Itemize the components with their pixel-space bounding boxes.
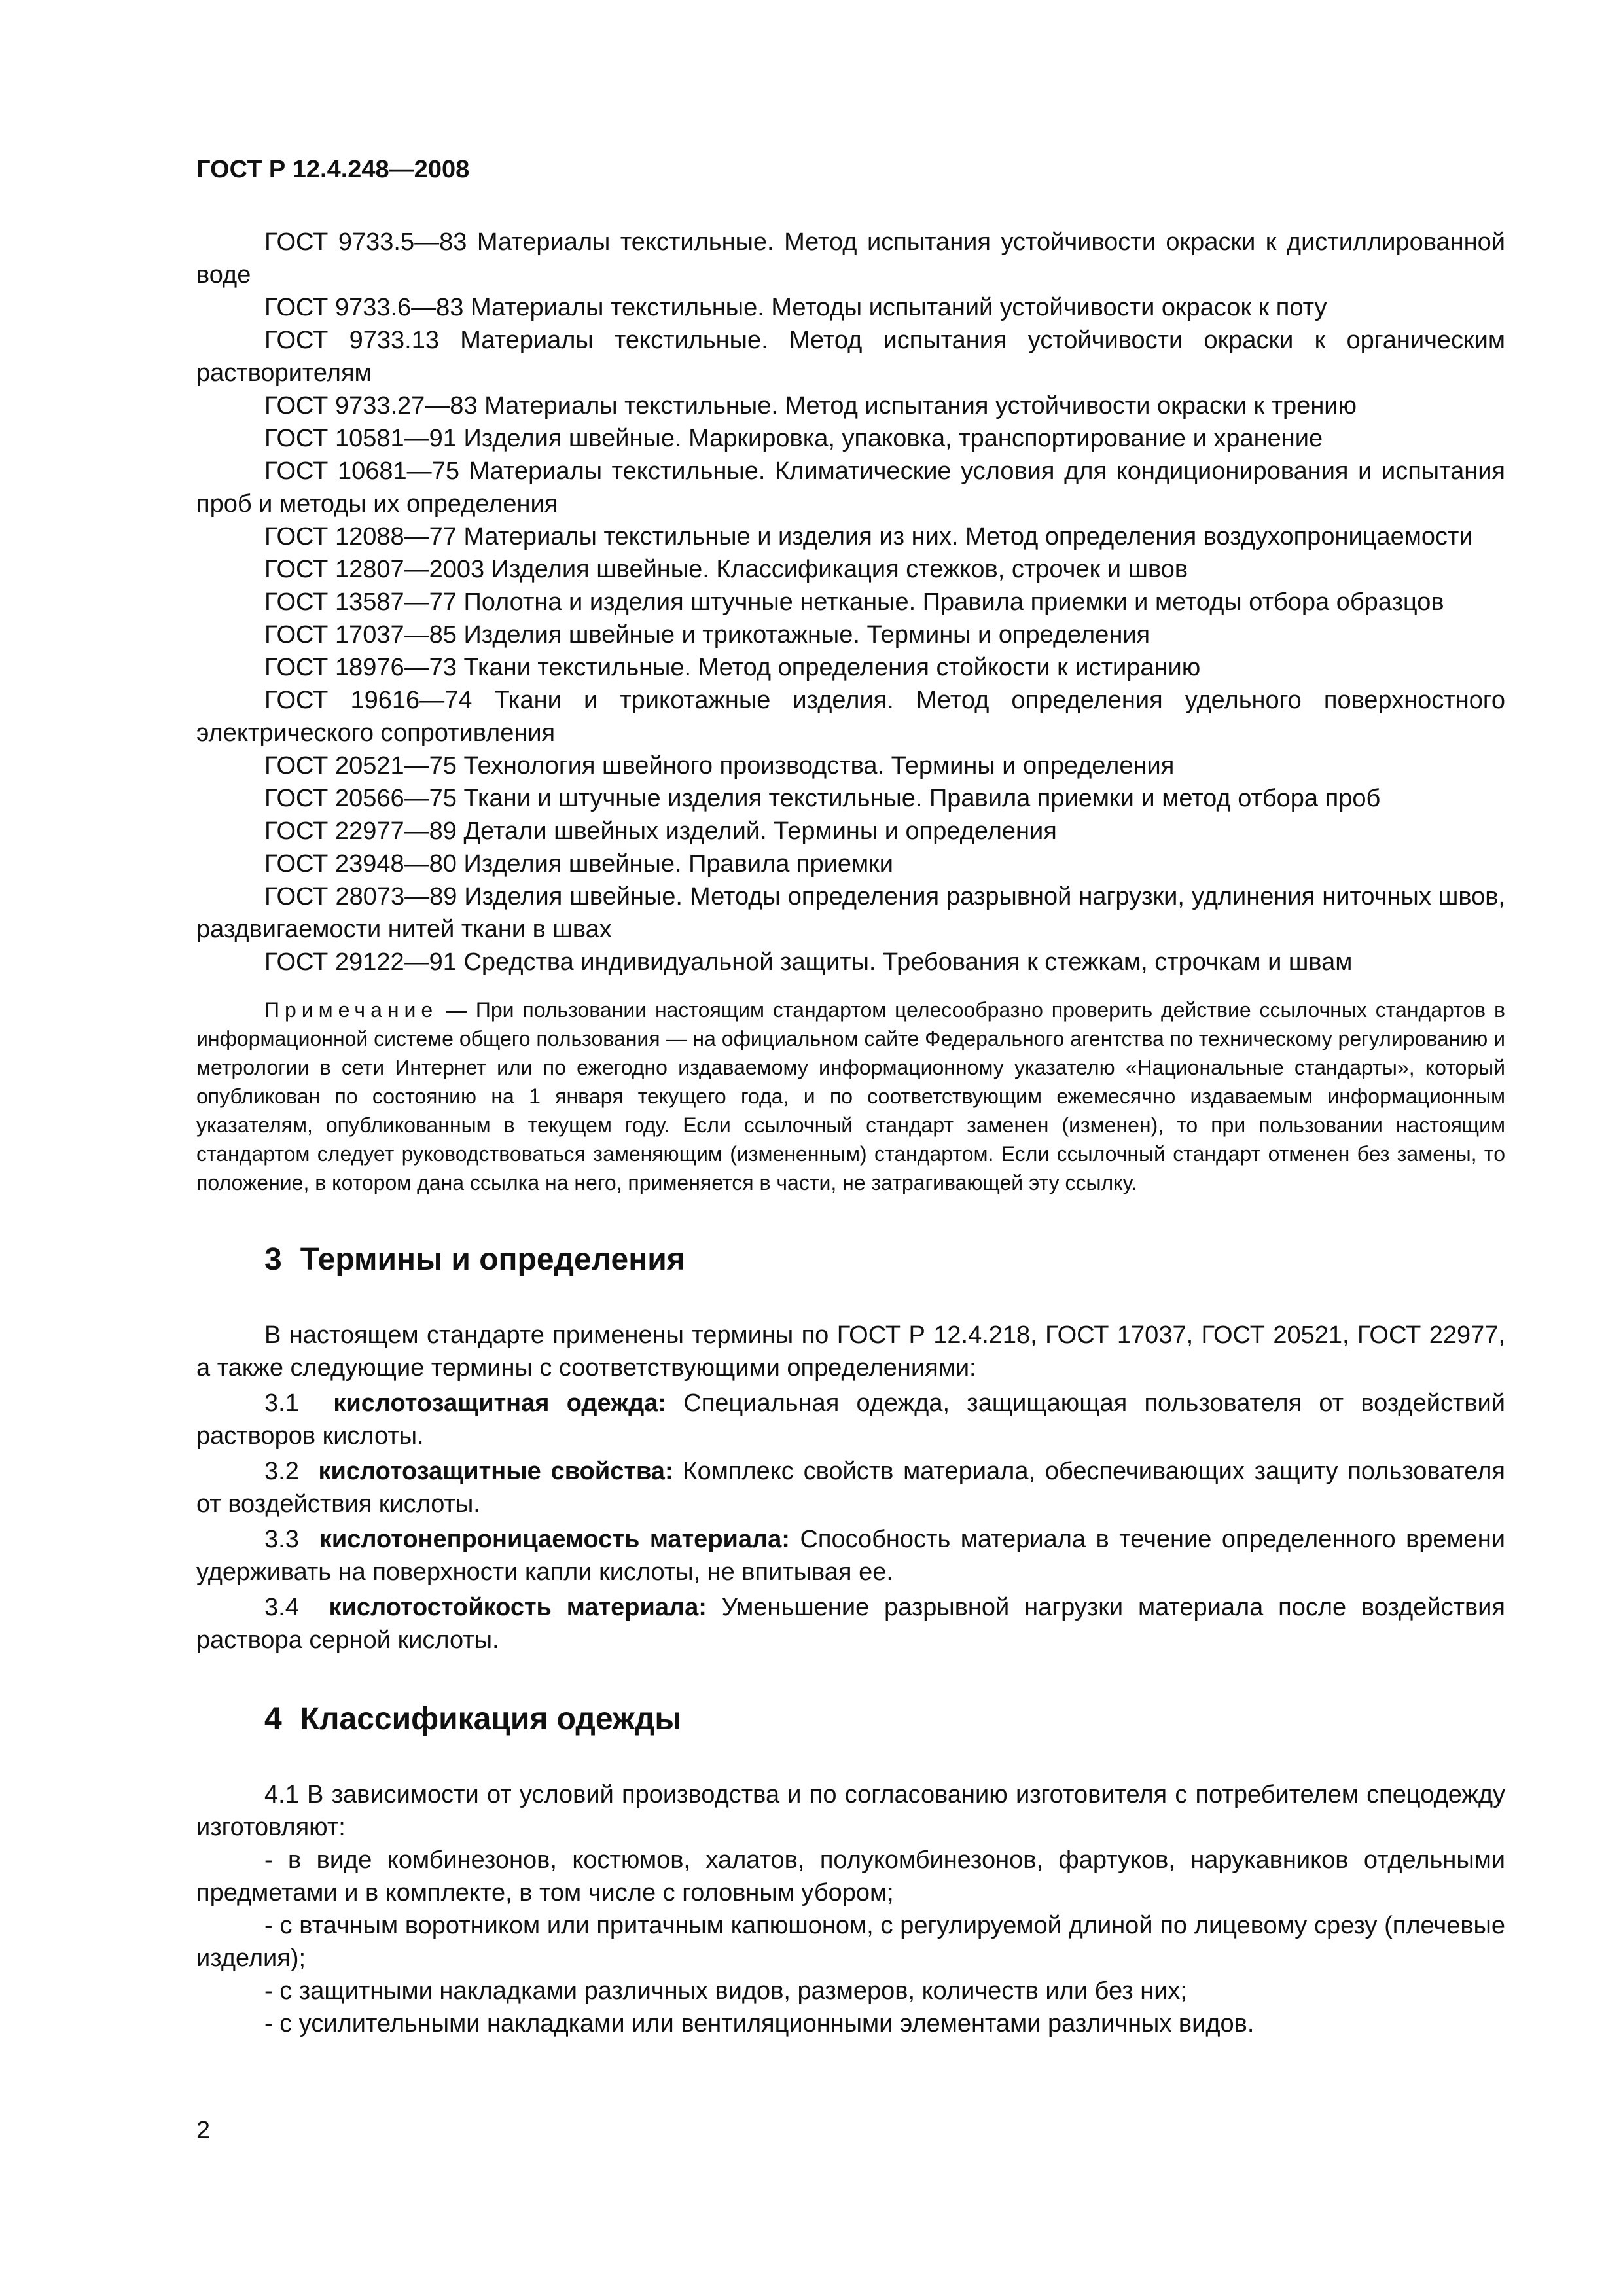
list-item: - с втачным воротником или притачным капюшоном, с регулируемой длиной по лицевому срезу (плечевые изделия); [196,1912,1505,1972]
reference-item: ГОСТ 20521—75 Технология швейного производства. Термины и определения [264,752,1175,780]
reference-item: ГОСТ 20566—75 Ткани и штучные изделия текстильные. Правила приемки и метод отбора проб [264,785,1381,812]
term-definition [196,1523,1505,1588]
reference-item: ГОСТ 22977—89 Детали швейных изделий. Термины и определения [264,817,1057,845]
term-name: кислотозащитная одежда: [333,1390,667,1417]
reference-item: ГОСТ 12807—2003 Изделия швейные. Классификация стежков, строчек и швов [264,556,1188,583]
term-number: 3.3 [264,1526,299,1553]
reference-item: ГОСТ 10581—91 Изделия швейные. Маркировка, упаковка, транспортирование и хранение [264,425,1323,452]
term-text: Комплекс свойств материала, обеспечивающих защиту пользователя от воздействия кислоты. [196,1458,1505,1518]
reference-item: ГОСТ 9733.5—83 Материалы текстильные. Метод испытания устойчивости окраски к дистиллированной воде [196,228,1505,289]
list-item: - с усилительными накладками или вентиляционными элементами различных видов. [264,2010,1255,2037]
reference-item: ГОСТ 13587—77 Полотна и изделия штучные нетканые. Правила приемки и методы отбора образцов [264,588,1444,616]
term-definition [196,1455,1505,1520]
reference-item: ГОСТ 10681—75 Материалы текстильные. Климатические условия для кондиционирования и испытания проб и методы их определения [196,457,1505,518]
note-text: — При пользовании настоящим стандартом целесообразно проверить действие ссылочных стандартов в информационной системе общего пользования — на официальном сайте Федерального агентства по техническому регулированию и метрологии в сети Интернет или по ежегодно издаваемому информационному указателю «Национальные стандарты», который опубликован по состоянию на 1 января текущего года, и по соответствующим ежемесячно издаваемым информационным указателям, опубликованным в текущем году. Если ссылочный стандарт заменен (изменен), то при пользовании настоящим стандартом следует руководствоваться заменяющим (измененным) стандартом. Если ссылочный стандарт отменен без замены, то положение, в котором дана ссылка на него, применяется в части, не затрагивающей эту ссылку. [196,998,1505,1194]
reference-item: ГОСТ 19616—74 Ткани и трикотажные изделия. Метод определения удельного поверхностного электрического сопротивления [196,687,1505,747]
section-4-number: 4 [264,1702,282,1736]
reference-item: ГОСТ 29122—91 Средства индивидуальной защиты. Требования к стежкам, строчкам и швам [264,948,1353,976]
document-header: ГОСТ Р 12.4.248—2008 [196,156,470,183]
reference-item: ГОСТ 18976—73 Ткани текстильные. Метод определения стойкости к истиранию [264,654,1201,681]
term-text: Специальная одежда, защищающая пользователя от воздействий растворов кислоты. [196,1390,1505,1450]
references-list [196,226,1505,978]
reference-item: ГОСТ 9733.6—83 Материалы текстильные. Методы испытаний устойчивости окрасок к поту [264,294,1327,321]
term-definition [196,1591,1505,1657]
reference-item: ГОСТ 9733.27—83 Материалы текстильные. Метод испытания устойчивости окраски к трению [264,392,1357,420]
reference-item: ГОСТ 9733.13 Материалы текстильные. Метод испытания устойчивости окраски к органическим растворителям [196,327,1505,387]
term-text: Уменьшение разрывной нагрузки материала после воздействия раствора серной кислоты. [196,1594,1505,1654]
term-definition [196,1387,1505,1452]
section-3-number: 3 [264,1242,282,1277]
note-paragraph [196,996,1505,1197]
reference-item: ГОСТ 12088—77 Материалы текстильные и изделия из них. Метод определения воздухопроницаемости [264,523,1473,550]
document-page [196,156,1505,2040]
section-4-title: Классификация одежды [300,1702,682,1736]
reference-item: ГОСТ 28073—89 Изделия швейные. Методы определения разрывной нагрузки, удлинения ниточных швов, раздвигаемости нитей ткани в швах [196,883,1505,943]
term-text: Способность материала в течение определенного времени удерживать на поверхности капли кислоты, не впитывая ее. [196,1526,1505,1586]
section-4-intro: 4.1 В зависимости от условий производства и по согласованию изготовителя с потребителем спецодежду изготовляют: [196,1781,1505,1841]
page-number: 2 [196,2117,211,2144]
term-name: кислотозащитные свойства: [318,1458,673,1485]
reference-item: ГОСТ 23948—80 Изделия швейные. Правила приемки [264,850,893,878]
term-name: кислотонепроницаемость материала: [319,1526,790,1553]
section-3-title: Термины и определения [300,1242,685,1277]
term-name: кислотостойкость материала: [329,1594,707,1621]
term-number: 3.2 [264,1458,299,1485]
section-3-intro: В настоящем стандарте применены термины по ГОСТ Р 12.4.218, ГОСТ 17037, ГОСТ 20521, ГОСТ 22977, а также следующие термины с соответствующими определениями: [196,1321,1505,1382]
list-item: - в виде комбинезонов, костюмов, халатов, полукомбинезонов, фартуков, нарукавников отдельными предметами и в комплекте, в том числе с головным убором; [196,1846,1505,1907]
reference-item: ГОСТ 17037—85 Изделия швейные и трикотажные. Термины и определения [264,621,1150,649]
section-3-heading [264,1240,1505,1280]
term-number: 3.1 [264,1390,299,1417]
list-item: - с защитными накладками различных видов, размеров, количеств или без них; [264,1977,1187,2005]
section-4-heading [264,1700,1505,1739]
note-label: Примечание [264,998,438,1022]
term-number: 3.4 [264,1594,299,1621]
